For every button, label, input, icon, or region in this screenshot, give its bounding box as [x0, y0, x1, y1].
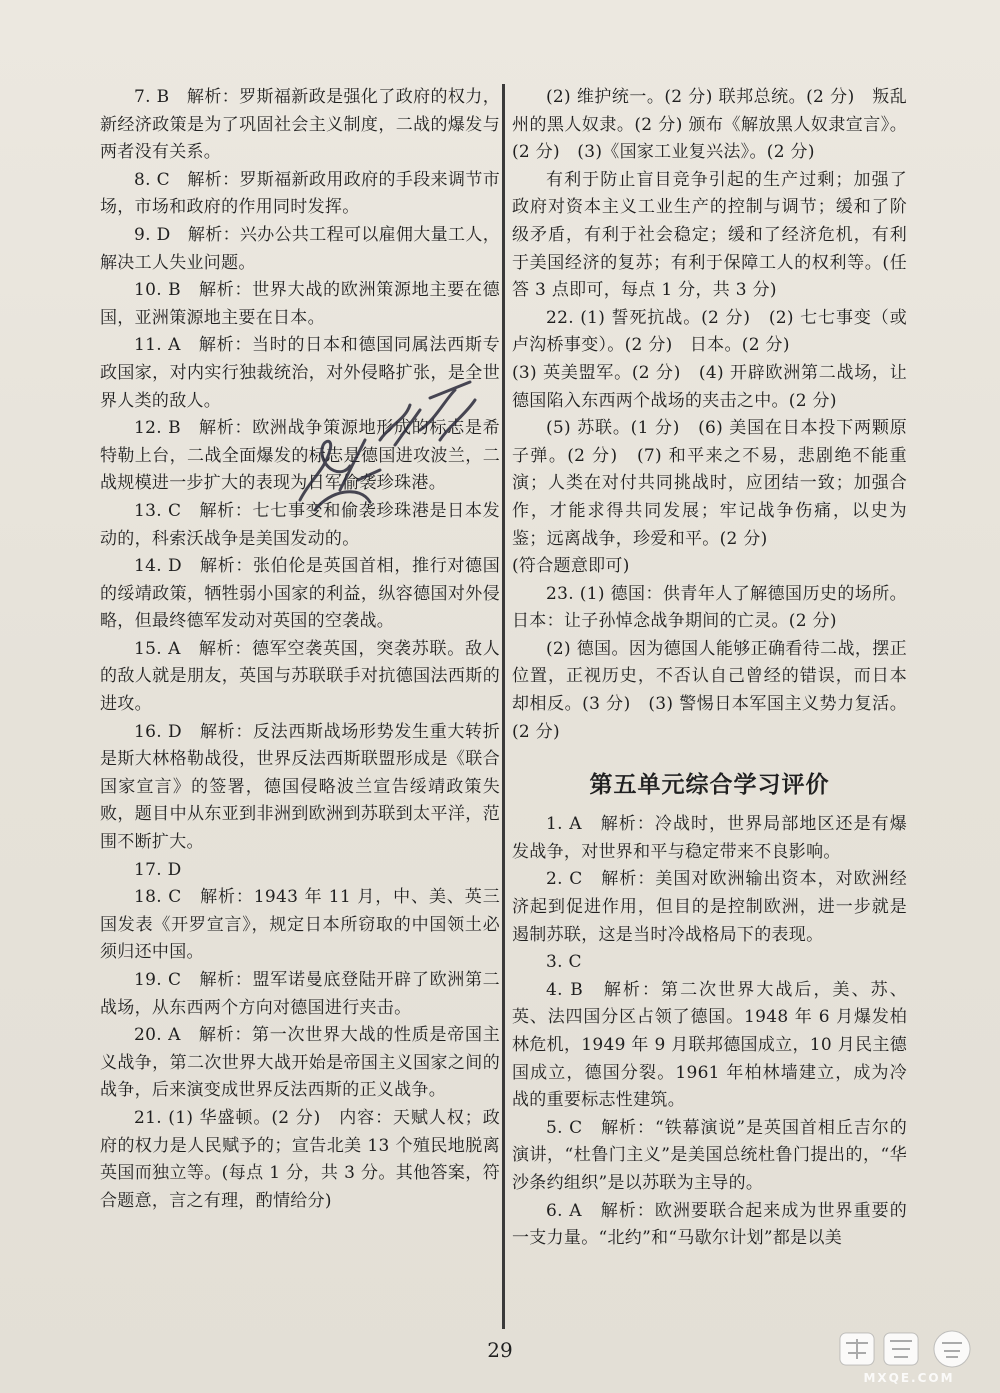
answer-paragraph: (2) 德国。因为德国人能够正确看待二战，摆正位置，正视历史，不否认自己曾经的错误，而日本却相反。(3 分) (3) 警惕日本军国主义势力复活。(2 分)	[512, 638, 907, 742]
answer-paragraph: 12. B 解析：欧洲战争策源地形成的标志是希特勒上台，二战全面爆发的标志是德国进攻波兰，二战规模进一步扩大的表现为日军偷袭珍珠港。	[100, 418, 500, 494]
answer-paragraph: 17. D	[134, 859, 182, 880]
answer-paragraph: (5) 苏联。(1 分) (6) 美国在日本投下两颗原子弹。(2 分) (7) 和平来之不易，悲剧绝不能重演；人类在对付共同挑战时，应团结一致；加强合作，才能求得共同发展；牢记战争伤痛，以史为鉴；远离战争，珍爱和平。(2 分)	[512, 418, 907, 549]
answer-paragraph: (符合题意即可)	[512, 556, 630, 577]
answer-paragraph: 10. B 解析：世界大战的欧洲策源地主要在德国，亚洲策源地主要在日本。	[100, 280, 500, 328]
answer-paragraph: (3) 英美盟军。(2 分) (4) 开辟欧洲第二战场，让德国陷入东西两个战场的夹击之中。(2 分)	[512, 362, 907, 411]
answer-paragraph: 2. C 解析：美国对欧洲输出资本，对欧洲经济起到促进作用，但目的是控制欧洲，进一步就是遏制苏联，这是当时冷战格局下的表现。	[512, 869, 907, 945]
answer-paragraph: (2) 维护统一。(2 分) 联邦总统。(2 分) 叛乱州的黑人奴隶。(2 分) 颁布《解放黑人奴隶宣言》。(2 分) (3)《国家工业复兴法》。(2 分)	[512, 87, 907, 163]
right-column	[512, 84, 907, 1253]
answer-paragraph: 9. D 解析：兴办公共工程可以雇佣大量工人，解决工人失业问题。	[100, 224, 500, 273]
watermark-text: MXQE.COM	[863, 1371, 955, 1385]
answer-paragraph: 23. (1) 德国：供青年人了解德国历史的场所。日本：让子孙悼念战争期间的亡灵。(2 分)	[512, 583, 907, 632]
answer-paragraph: 有利于防止盲目竞争引起的生产过剩；加强了政府对资本主义工业生产的控制与调节；缓和了阶级矛盾，有利于社会稳定；缓和了经济危机，有利于美国经济的复苏；有利于保障工人的权利等。(任答 3 点即可，每点 1 分，共 3 分)	[512, 169, 907, 301]
answer-paragraph: 16. D 解析：反法西斯战场形势发生重大转折是斯大林格勒战役，世界反法西斯联盟形成是《联合国家宣言》的签署，德国侵略波兰宣告绥靖政策失败，题目中从东亚到非洲到欧洲到苏联到太平洋，范围不断扩大。	[100, 721, 500, 853]
answer-paragraph: 8. C 解析：罗斯福新政用政府的手段来调节市场，市场和政府的作用同时发挥。	[100, 169, 500, 218]
answer-paragraph: 6. A 解析：欧洲要联合起来成为世界重要的一支力量。“北约”和“马歇尔计划”都是以美	[512, 1200, 907, 1249]
answer-paragraph: 19. C 解析：盟军诺曼底登陆开辟了欧洲第二战场，从东西两个方向对德国进行夹击。	[100, 970, 500, 1018]
answer-paragraph: 15. A 解析：德军空袭英国，突袭苏联。敌人的敌人就是朋友，英国与苏联联手对抗德国法西斯的进攻。	[100, 638, 500, 715]
right-column-answers	[512, 84, 907, 746]
answer-paragraph: 22. (1) 誓死抗战。(2 分) (2) 七七事变（或卢沟桥事变）。(2 分) 日本。(2 分)	[512, 307, 907, 356]
answer-paragraph: 11. A 解析：当时的日本和德国同属法西斯专政国家，对内实行独裁统治，对外侵略扩张，是全世界人类的敌人。	[100, 335, 500, 411]
column-divider	[502, 84, 505, 1329]
page-number: 29	[487, 1338, 513, 1362]
answer-paragraph: 3. C	[546, 952, 582, 973]
left-column	[100, 84, 500, 1215]
section-title: 第五单元综合学习评价	[589, 772, 830, 799]
answer-paragraph: 7. B 解析：罗斯福新政是强化了政府的权力，新经济政策是为了巩固社会主义制度，二战的爆发与两者没有关系。	[100, 87, 500, 163]
watermark-logo-icon	[834, 1325, 984, 1371]
site-watermark	[834, 1325, 984, 1385]
answer-paragraph: 1. A 解析：冷战时，世界局部地区还是有爆发战争，对世界和平与稳定带来不良影响。	[512, 814, 907, 862]
answer-paragraph: 20. A 解析：第一次世界大战的性质是帝国主义战争，第二次世界大战开始是帝国主义国家之间的战争，后来演变成世界反法西斯的正义战争。	[100, 1025, 500, 1101]
answer-paragraph: 5. C 解析：“铁幕演说”是英国首相丘吉尔的演讲，“杜鲁门主义”是美国总统杜鲁门提出的，“华沙条约组织”是以苏联为主导的。	[512, 1117, 907, 1193]
section-answers	[512, 811, 907, 1253]
answer-paragraph: 13. C 解析：七七事变和偷袭珍珠港是日本发动的，科索沃战争是美国发动的。	[100, 500, 500, 549]
answer-paragraph: 14. D 解析：张伯伦是英国首相，推行对德国的绥靖政策，牺牲弱小国家的利益，纵容德国对外侵略，但最终德军发动对英国的空袭战。	[100, 556, 500, 632]
answer-paragraph: 4. B 解析：第二次世界大战后，美、苏、英、法四国分区占领了德国。1948 年 6 月爆发柏林危机，1949 年 9 月联邦德国成立，10 月民主德国成立，德国分裂。1961 年柏林墙建立，成为冷战的重要标志性建筑。	[512, 979, 907, 1111]
answer-paragraph: 21. (1) 华盛顿。(2 分) 内容：天赋人权；政府的权力是人民赋予的；宣告北美 13 个殖民地脱离英国而独立等。(每点 1 分，共 3 分。其他答案，符合题意，言之有理，酌情给分)	[100, 1107, 500, 1211]
answer-paragraph: 18. C 解析：1943 年 11 月，中、美、英三国发表《开罗宣言》，规定日本所窃取的中国领土必须归还中国。	[100, 887, 500, 963]
